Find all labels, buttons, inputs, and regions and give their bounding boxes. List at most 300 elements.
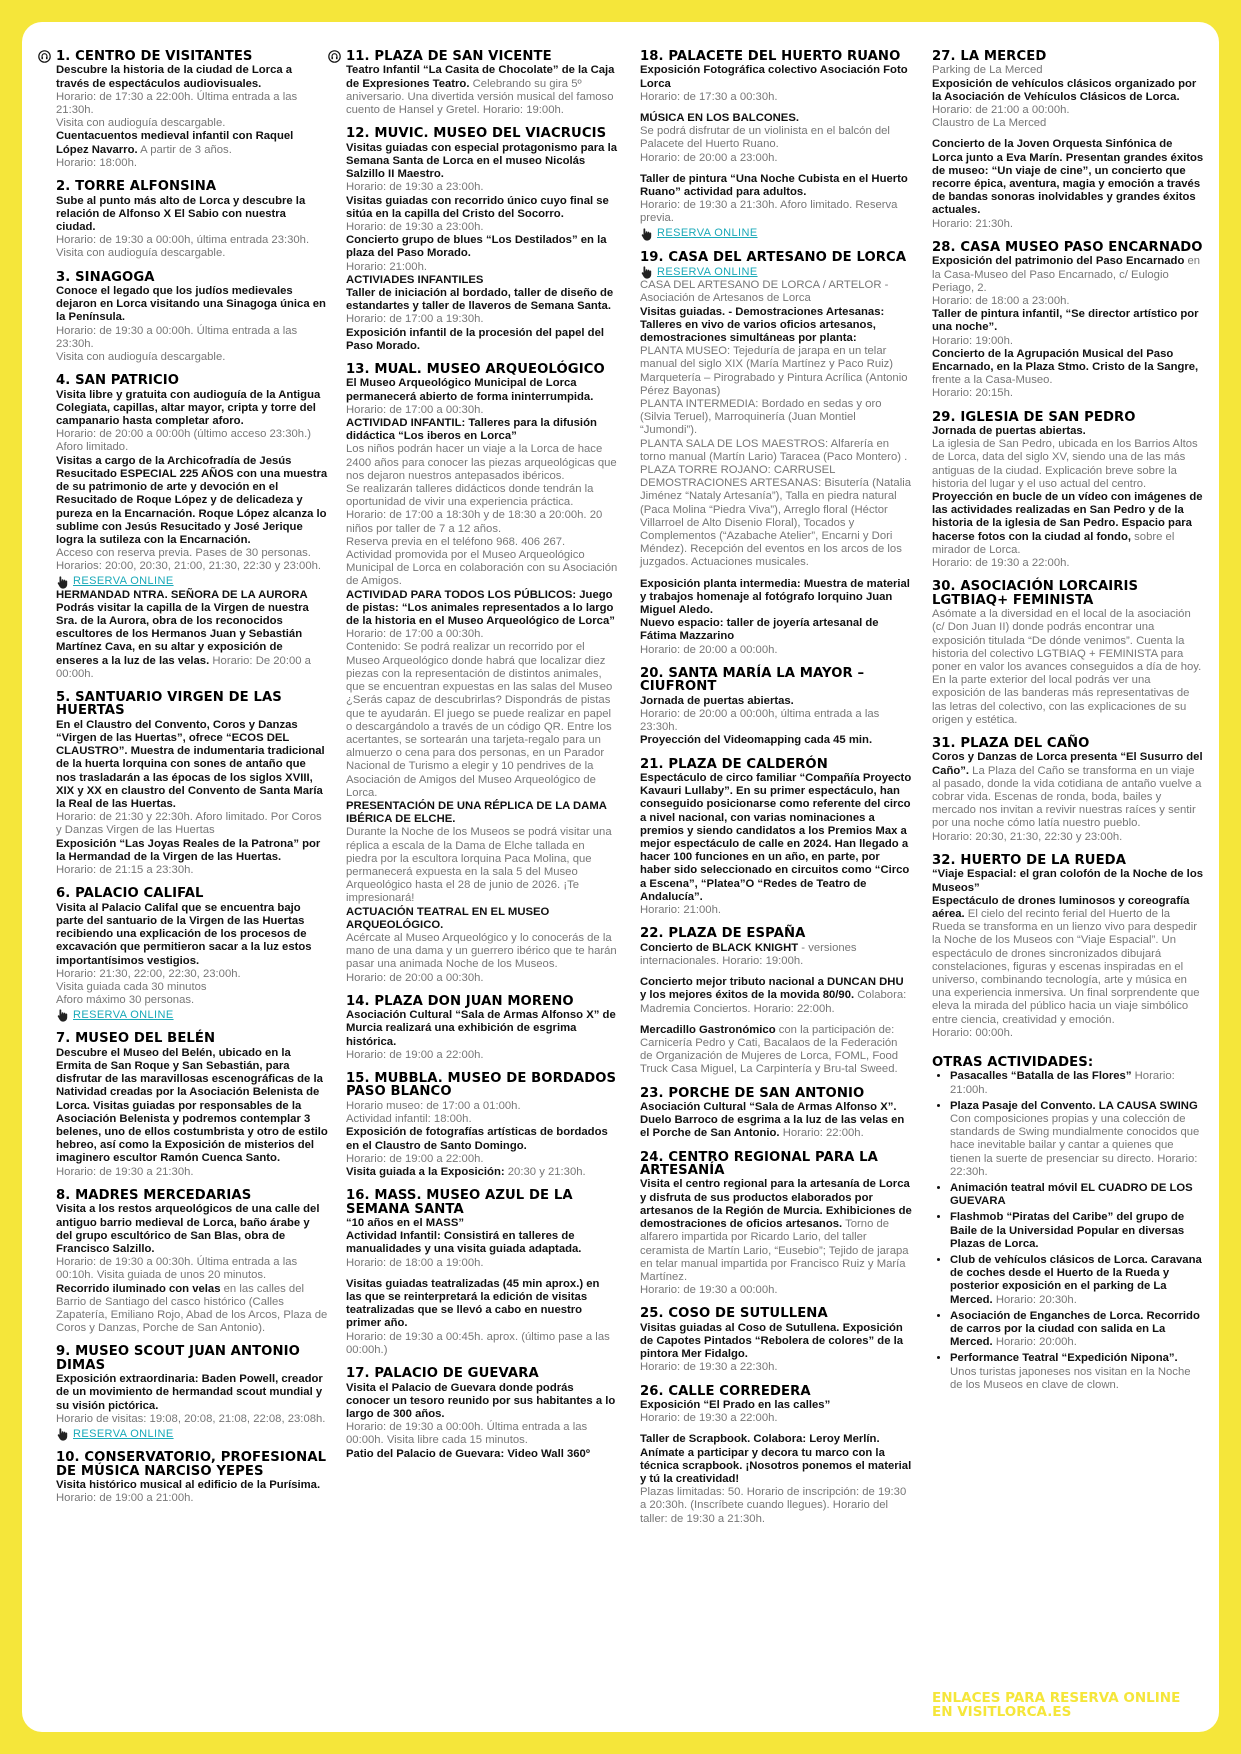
detail-text xyxy=(346,221,618,234)
highlight-text xyxy=(346,1448,618,1461)
detail-text xyxy=(346,261,618,274)
light-text: Horario: 21:00h. xyxy=(346,260,428,273)
venue-entry xyxy=(640,667,912,748)
venue-title: 2. TORRE ALFONSINA xyxy=(56,179,217,195)
light-text: Horario: de 19:30 a 22:00h. xyxy=(640,1412,778,1425)
spacer xyxy=(640,1016,912,1024)
bold-text: Concierto grupo de blues “Los Destilados” en la plaza del Paso Morado. xyxy=(346,234,607,260)
detail-text xyxy=(640,152,912,165)
light-text: Colabora: Madremia Conciertos. Horario: 22:00h. xyxy=(640,989,907,1015)
light-text: Horarios: 20:00, 20:30, 21:00, 21:30, 22:30 y 23:00h. xyxy=(56,560,322,573)
detail-text xyxy=(56,811,328,837)
light-text: Horario: de 19:30 a 00:00h. Última entrada a las 23:30h. xyxy=(56,324,298,350)
bold-text: Teatro Infantil “La Casita de Chocolate” de la Caja de Expresiones Teatro. xyxy=(346,64,615,90)
detail-text xyxy=(56,247,328,260)
venue-title: 32. HUERTO DE LA RUEDA xyxy=(932,852,1127,868)
venue-title: 17. PALACIO DE GUEVARA xyxy=(346,1366,539,1382)
bold-text: Visita el centro regional para la artesanía de Lorca y disfruta de sus productos elaborados por artesanos de la Región de Murcia. Exhibiciones de demostraciones de oficios artesanos. xyxy=(640,1178,912,1231)
highlight-text xyxy=(640,1433,912,1486)
other-activity-item xyxy=(950,1352,1204,1392)
venue-entry xyxy=(346,127,618,353)
bold-text: Concierto de la Agrupación Musical del Paso Encarnado, en la Plaza Stmo. Cristo de la Sangre, xyxy=(932,347,1199,373)
bold-text: Espectáculo de drones luminosos y coreografía aérea. xyxy=(932,894,1190,920)
light-text: Contenido: Se podrá realizar un recorrido por el Museo Arqueológico donde habrá que localizar diez piezas con la representación de distintos animales, que se encuentran expuestas en las salas del Museo ¿Serás capaz de descubrirlas? Dispondrás de pistas que te ayudarán. El juego se puede realizar en papel o descargándolo a través de un código QR. Entre los acertantes, se sortearán una tarjeta-regalo para un almuerzo o cena para dos personas, en un Parador Nacional de Turismo a elegir y 10 pendrives de la Asociación de Amigos del Museo Arqueológico de Lorca. xyxy=(346,641,613,799)
venue-entry xyxy=(346,1072,618,1179)
light-text: frente a la Casa-Museo. xyxy=(932,374,1053,387)
highlight-text xyxy=(346,1278,618,1331)
other-activities-title: OTRAS ACTIVIDADES: xyxy=(932,1054,1094,1070)
highlight-text xyxy=(932,255,1204,295)
bold-text: Visita histórico musical al edificio de la Purísima. xyxy=(56,1478,321,1491)
bold-text: Exposición de fotografías artísticas de bordados en el Claustro de Santo Domingo. xyxy=(346,1126,608,1152)
venue-entry xyxy=(640,1087,912,1141)
bold-text: Visitas guiadas al Coso de Sutullena. Exposición de Capotes Pintados “Rebolera de colores” de la pintora Mer Fidalgo. xyxy=(640,1321,904,1361)
detail-text xyxy=(640,345,912,398)
detail-text xyxy=(346,1331,618,1357)
detail-text xyxy=(346,509,618,535)
bold-text: Sube al punto más alto de Lorca y descubre la relación de Alfonso X El Sabio con nuestra ciudad. xyxy=(56,194,306,233)
spacer xyxy=(640,104,912,112)
highlight-text xyxy=(640,64,912,90)
bold-text: Actividad Infantil: Consistirá en talleres de manualidades y una visita guiada adaptada. xyxy=(346,1230,582,1256)
light-text: Horario: de 19:00 a 21:00h. xyxy=(56,1492,194,1505)
light-text: Horario: de 18:00 a 23:00h. xyxy=(932,294,1070,307)
highlight-text xyxy=(932,78,1204,104)
light-text: 20:30 y 21:30h. xyxy=(504,1165,586,1178)
detail-text xyxy=(640,125,912,151)
highlight-text xyxy=(56,719,328,811)
detail-text xyxy=(346,443,618,483)
venue-entry xyxy=(346,50,618,117)
bold-text: Flashmob “Piratas del Caribe” del grupo de Baile de la Universidad Popular en diversas Plazas de Lorca. xyxy=(950,1211,1185,1250)
other-activity-item xyxy=(950,1310,1204,1350)
venue-title: 12. MUVIC. MUSEO DEL VIACRUCIS xyxy=(346,126,607,142)
light-text: Horario: 18:00h. xyxy=(56,156,138,169)
highlight-text xyxy=(640,942,912,968)
venue-title: 9. MUSEO SCOUT JUAN ANTONIO DIMAS xyxy=(56,1344,300,1373)
highlight-text xyxy=(56,589,328,681)
venue-title: 20. SANTA MARÍA LA MAYOR – CIUFRONT xyxy=(640,665,865,695)
detail-text xyxy=(640,1486,912,1526)
highlight-text xyxy=(932,751,1204,830)
bold-text: Coros y Danzas de Lorca presenta “El Susurro del Caño”. xyxy=(932,751,1203,777)
light-text: Parking de La Merced xyxy=(932,64,1043,77)
venue-title: 18. PALACETE DEL HUERTO RUANO xyxy=(640,49,901,64)
reservation-link-row xyxy=(640,227,912,241)
highlight-text xyxy=(346,906,618,932)
bold-text: Exposición de vehículos clásicos organizado por la Asociación de Vehículos Clásicos de Lorca. xyxy=(932,77,1197,103)
highlight-text xyxy=(640,617,912,643)
bold-text: Club de vehículos clásicos de Lorca. Caravana de coches desde el Huerto de la Rueda y posterior exposición en el parking de La Merced. xyxy=(950,1254,1202,1306)
audio-guide-icon xyxy=(328,50,341,67)
venue-title: 15. MUBBLA. MUSEO DE BORDADOS PASO BLANCO xyxy=(346,1071,617,1100)
detail-text xyxy=(346,1153,618,1166)
bold-text: Exposición planta intermedia: Muestra de material y trabajos homenaje al fotógrafo lorquino Juan Miguel Aledo. xyxy=(640,577,910,617)
light-text: Horario: de 19:30 a 23:00h. xyxy=(346,220,484,233)
light-text: Horario: de 21:00 a 00:00h. xyxy=(932,104,1070,117)
light-text: Los niños podrán hacer un viaje a la Lorca de hace 2400 años para conocer las piezas arqueológicas que nos dejaron nuestros antepasados ibéricos. xyxy=(346,443,617,482)
light-text: Horario: de 17:30 a 22:00h. Última entrada a las 21:30h. xyxy=(56,90,298,117)
bold-text: Visitas guiadas. - Demostraciones Artesanas: Talleres en vivo de varios oficios artesanos, demostraciones simultáneas por planta: xyxy=(640,305,885,344)
reservation-link-row xyxy=(56,575,328,589)
venue-title: 26. CALLE CORREDERA xyxy=(640,1383,811,1399)
venue-title: 13. MUAL. MUSEO ARQUEOLÓGICO xyxy=(346,361,605,377)
highlight-text xyxy=(640,306,912,346)
bold-text: Conoce el legado que los judíos medievales dejaron en Lorca visitando una Sinagoga única en la Península. xyxy=(56,285,326,324)
highlight-text xyxy=(932,868,1204,894)
spacer xyxy=(640,968,912,976)
light-text: Visita guiada cada 30 minutos xyxy=(56,980,207,993)
detail-text xyxy=(56,428,328,454)
reserva-online-link[interactable]: RESERVA ONLINE xyxy=(657,265,758,278)
detail-text xyxy=(56,117,328,130)
highlight-text xyxy=(56,195,328,235)
reserva-online-link[interactable]: RESERVA ONLINE xyxy=(73,1427,174,1440)
detail-text xyxy=(346,404,618,417)
light-text: Horario: de 20:00 a 00:00h, última entrada a las 23:30h. xyxy=(640,707,880,734)
highlight-text xyxy=(346,274,618,287)
venue-title: 19. CASA DEL ARTESANO DE LORCA xyxy=(640,249,907,265)
reserva-online-link[interactable]: RESERVA ONLINE xyxy=(657,227,758,240)
highlight-text xyxy=(640,112,912,125)
other-activity-item xyxy=(950,1254,1204,1307)
highlight-text xyxy=(640,173,912,199)
highlight-text xyxy=(346,1230,618,1256)
highlight-text xyxy=(346,142,618,182)
highlight-text xyxy=(640,772,912,904)
highlight-text xyxy=(56,838,328,864)
detail-text xyxy=(346,483,618,509)
venue-title: 1. CENTRO DE VISITANTES xyxy=(56,49,253,64)
light-text: Visita con audioguía descargable. xyxy=(56,351,226,364)
detail-text xyxy=(56,560,328,573)
detail-text xyxy=(56,157,328,170)
bold-text: En el Claustro del Convento, Coros y Danzas “Virgen de las Huertas”, ofrece “ECOS DEL CLAUSTRO”. Muestra de indumentaria tradicional de la huerta lorquina con sones de antaño que nos trasladarán a las épocas de los siglos XVIII, XIX y XX en claustro del Convento de Santa María la Real de las Huertas. xyxy=(56,718,325,811)
venue-entry xyxy=(56,374,328,681)
pointing-hand-icon xyxy=(640,227,654,241)
light-text: Actividad infantil: 18:00h. xyxy=(346,1113,472,1126)
light-text: sobre el mirador de Lorca. xyxy=(932,530,1175,556)
venue-title: 6. PALACIO CALIFAL xyxy=(56,886,204,902)
light-text: Horario: 21:00h. xyxy=(950,1070,1175,1096)
bold-text: Concierto de la Joven Orquesta Sinfónica de Lorca junto a Eva Marín. Presentan grandes éxitos de museo: “Un viaje de cine”, un concierto que recorre épica, aventura, magia y emoción a través de bandas sonoras inolvidables y grandes éxitos actuales. xyxy=(932,138,1204,217)
bold-text: Exposición Fotográfica colectivo Asociación Foto Lorca xyxy=(640,64,908,90)
detail-text xyxy=(56,994,328,1007)
light-text: Asómate a la diversidad en el local de la asociación (c/ Don Juan II) donde podrás encontrar una exposición titulada “De dónde venimos”. Cuenta la historia del colectivo LGTBIAQ + FEMINISTA para poner en valor los avances conseguidos a día de hoy. xyxy=(932,608,1202,673)
venue-entry xyxy=(56,887,328,1022)
bold-text: Proyección del Videomapping cada 45 min. xyxy=(640,734,873,747)
venue-entry xyxy=(932,241,1204,401)
venue-entry xyxy=(640,1151,912,1298)
reservation-link-row xyxy=(56,1008,328,1022)
light-text: Horario: de 19:30 a 21:30h. Aforo limitado. Reserva previa. xyxy=(640,199,898,225)
light-text: Horario de visitas: 19:08, 20:08, 21:08, 22:08, 23:08h. xyxy=(56,1412,326,1425)
light-text: A partir de 3 años. xyxy=(137,143,232,156)
highlight-text xyxy=(640,695,912,708)
pointing-hand-icon xyxy=(56,1008,70,1022)
light-text: PLANTA MUSEO: Tejeduría de jarapa en un telar manual del siglo XIX (María Martínez y Paco Ruiz) Marquetería – Pirograbado y Pintura Acrílica (Antonio Pérez Bayonas) xyxy=(640,345,908,397)
light-text: Horario: 20:00h. xyxy=(992,1336,1077,1349)
light-text: Horario: 00:00h. xyxy=(932,1026,1014,1039)
bold-text: “10 años en el MASS” xyxy=(346,1217,465,1230)
bold-text: Exposición del patrimonio del Paso Encarnado xyxy=(932,255,1185,268)
highlight-text xyxy=(346,1217,618,1230)
reserva-online-link[interactable]: RESERVA ONLINE xyxy=(73,575,174,588)
venue-entry xyxy=(640,1385,912,1526)
venue-entry xyxy=(932,580,1204,727)
highlight-text xyxy=(56,455,328,547)
light-text: Horario: de 20:00 a 00:30h. xyxy=(346,971,484,984)
light-text: Visita con audioguía descargable. xyxy=(56,247,226,260)
light-text: Horario: de 18:00 a 19:00h. xyxy=(346,1256,484,1269)
bold-text: Concierto mejor tributo nacional a DUNCAN DHU y los mejores éxitos de la movida 80/90. xyxy=(640,976,904,1002)
venue-title: 23. PORCHE DE SAN ANTONIO xyxy=(640,1085,865,1101)
bold-text: Visita al Palacio Califal que se encuentra bajo parte del santuario de la Virgen de las Huertas recibiendo una explicación de los procesos de excavación que permitieron sacar a la luz estos importantísimos vestigios. xyxy=(56,901,312,967)
pointing-hand-icon xyxy=(56,575,70,589)
venue-entry xyxy=(56,1032,328,1178)
highlight-text xyxy=(346,1166,618,1179)
highlight-text xyxy=(56,285,328,325)
light-text: con la participación de: Carnicería Pedro y Cati, Bacalaos de la Federación de Organización de Mujeres de Lorca, FOML, Food Truck Casa Miguel, La Carpintería y Bru-tal Sweed. xyxy=(640,1023,899,1076)
light-text: Celebrando su gira 5º aniversario. Una divertida versión musical del famoso cuento de Hansel y Gretel. Horario: 19:00h. xyxy=(346,77,614,117)
detail-text xyxy=(346,932,618,972)
detail-text xyxy=(346,641,618,799)
detail-text xyxy=(346,1257,618,1270)
bold-text: Proyección en bucle de un vídeo con imágenes de las actividades realizadas en San Pedro y de la historia de la iglesia de San Pedro. Espacio para hacerse fotos con la ciudad al fondo, xyxy=(932,491,1203,543)
highlight-text xyxy=(640,1178,912,1284)
other-activity-item xyxy=(950,1182,1204,1208)
highlight-text xyxy=(932,348,1204,388)
bold-text: Patio del Palacio de Guevara: Video Wall 360º xyxy=(346,1447,590,1460)
light-text: Horario: 20:30h. xyxy=(992,1293,1077,1306)
light-text: Horario: de 20:00 a 00:00h. xyxy=(640,643,778,656)
highlight-text xyxy=(640,1322,912,1362)
venue-title: 8. MADRES MERCEDARIAS xyxy=(56,1187,252,1203)
light-text: PLANTA INTERMEDIA: Bordado en sedas y oro (Silvia Teruel), Marroquinería (Juan Montiel “Jumondi”). xyxy=(640,397,882,437)
reservation-link-row xyxy=(640,265,912,279)
detail-text xyxy=(640,708,912,734)
detail-text xyxy=(640,1361,912,1374)
detail-text xyxy=(932,674,1204,727)
detail-text xyxy=(56,351,328,364)
highlight-text xyxy=(346,327,618,353)
venue-title: 11. PLAZA DE SAN VICENTE xyxy=(346,49,552,64)
spacer xyxy=(346,1270,618,1278)
program-sheet xyxy=(22,22,1219,1732)
light-text: Horario: 19:00h. xyxy=(932,334,1014,347)
bold-text: Descubre el Museo del Belén, ubicado en la Ermita de San Roque y San Sebastián, para disfrutar de las maravillosas escenográficas de la Natividad creadas por la Asociación Belenista de Lorca. Visitas guiadas por responsables de la Asociación Belenista y podremos contemplar 3 belenes, uno de ellos costumbrista y otro de estilo hebreo, así como la Exposición de misterios del imaginero escultor Ramón Cuenca Santo. xyxy=(56,1046,328,1165)
detail-text xyxy=(346,536,618,549)
highlight-text xyxy=(56,64,328,90)
light-text: Horario: de 21:15 a 23:30h. xyxy=(56,864,194,877)
bold-text: Visitas guiadas con especial protagonismo para la Semana Santa de Lorca en el museo Nicolás Salzillo II Maestro. xyxy=(346,141,618,181)
venue-title: 31. PLAZA DEL CAÑO xyxy=(932,736,1090,751)
detail-text xyxy=(56,547,328,560)
detail-text xyxy=(932,218,1204,231)
bold-text: Asociación Cultural “Sala de Armas Alfonso X”. Duelo Barroco de esgrima a la luz de las velas en el Porche de San Antonio. xyxy=(640,1100,905,1140)
column-3 xyxy=(640,50,912,1536)
light-text: Horario: 21:30, 22:00, 22:30, 23:00h. xyxy=(56,967,241,980)
detail-text xyxy=(932,64,1204,77)
venue-entry xyxy=(640,927,912,1076)
highlight-text xyxy=(56,1479,328,1492)
bold-text: Descubre la historia de la ciudad de Lorca a través de espectáculos audiovisuales. xyxy=(56,64,293,90)
other-activity-item xyxy=(950,1211,1204,1251)
bold-text: Asociación de Enganches de Lorca. Recorrido de carros por la ciudad con salida en La Merced. xyxy=(950,1309,1200,1349)
detail-text xyxy=(56,968,328,981)
venue-entry xyxy=(640,758,912,918)
reservation-link-row xyxy=(56,1427,328,1441)
column-4 xyxy=(932,50,1204,1402)
light-text: Horario: de 19:30 a 00:00h. Última entrada a las 00:00h. Visita libre cada 15 minutos. xyxy=(346,1421,588,1447)
pointing-hand-icon xyxy=(56,1427,70,1441)
detail-text xyxy=(640,438,912,464)
detail-text xyxy=(932,438,1204,491)
detail-text xyxy=(56,234,328,247)
bold-text: Exposición “Las Joyas Reales de la Patrona” por la Hermandad de la Virgen de las Huertas. xyxy=(56,837,321,863)
highlight-text xyxy=(346,234,618,260)
light-text: Horario: de 21:30 y 22:30h. Aforo limitado. Por Coros y Danzas Virgen de las Huertas xyxy=(56,811,322,837)
venue-title: 7. MUSEO DEL BELÉN xyxy=(56,1031,216,1047)
bold-text: Plaza Pasaje del Convento. LA CAUSA SWING xyxy=(950,1099,1198,1112)
highlight-text xyxy=(346,377,618,403)
light-text: La iglesia de San Pedro, ubicada en los Barrios Altos de Lorca, data del siglo XV, siendo una de las más antiguas de la ciudad. Explicación breve sobre la historia del lugar y el uso actual del centro. xyxy=(932,438,1198,490)
light-text: Horario: de 19:00 a 22:00h. xyxy=(346,1152,484,1165)
spacer xyxy=(640,570,912,578)
detail-text xyxy=(346,549,618,589)
venue-title: 24. CENTRO REGIONAL PARA LA ARTESANÍA xyxy=(640,1149,878,1179)
light-text: Horario: de 20:00 a 23:00h. xyxy=(640,151,778,164)
venue-entry xyxy=(56,1451,328,1505)
light-text: Horario: de 19:30 a 22:00h. xyxy=(932,557,1070,570)
light-text: Con composiciones propias y una colección de standards de Swing mundialmente conocidos que hace inevitable bailar y cantar a quienes que tienen la suerte de presenciar su directo. Horario: 22:30h. xyxy=(950,1113,1200,1178)
venue-entry xyxy=(640,1307,912,1374)
venue-entry xyxy=(346,1189,618,1357)
bold-text: Visita guiada a la Exposición: xyxy=(346,1165,505,1178)
venue-title: 27. LA MERCED xyxy=(932,49,1047,64)
detail-text xyxy=(932,557,1204,570)
highlight-text xyxy=(56,1203,328,1256)
venue-entry xyxy=(346,1367,618,1461)
highlight-text xyxy=(640,1101,912,1141)
bold-text: Nuevo espacio: taller de joyería artesanal de Fátima Mazzarino xyxy=(640,617,879,643)
detail-text xyxy=(56,1413,328,1426)
venue-title: 16. MASS. MUSEO AZUL DE LA SEMANA SANTA xyxy=(346,1188,573,1217)
light-text: Aforo máximo 30 personas. xyxy=(56,994,195,1007)
highlight-text xyxy=(640,734,912,747)
detail-text xyxy=(346,628,618,641)
venue-title: 29. IGLESIA DE SAN PEDRO xyxy=(932,409,1136,425)
highlight-text xyxy=(640,976,912,1016)
bold-text: Visita el Palacio de Guevara donde podrás conocer un tesoro reunido por sus habitantes a lo largo de 300 años. xyxy=(346,1381,616,1420)
highlight-text xyxy=(56,1047,328,1166)
venue-entry xyxy=(932,854,1204,1040)
detail-text xyxy=(56,981,328,994)
venue-title: 14. PLAZA DON JUAN MORENO xyxy=(346,993,574,1009)
bold-text: Cuentacuentos medieval infantil con Raquel López Navarro. xyxy=(56,130,294,156)
light-text: Se podrá disfrutar de un violinista en el balcón del Palacete del Huerto Ruano. xyxy=(640,125,890,151)
bold-text: Asociación Cultural “Sala de Armas Alfonso X” de Murcia realizará una exhibición de esgrima histórica. xyxy=(346,1009,616,1048)
highlight-text xyxy=(346,589,618,629)
highlight-text xyxy=(640,1399,912,1412)
light-text: Horario: de 17:00 a 00:30h. xyxy=(346,403,484,416)
bold-text: Exposición extraordinaria: Baden Powell, creador de un movimiento de hermandad scout mundial y su visión pictórica. xyxy=(56,1373,323,1412)
highlight-text xyxy=(56,1373,328,1413)
light-text: Horario: de 17:00 a 19:30h. xyxy=(346,313,484,326)
venue-entry xyxy=(56,691,328,877)
highlight-text xyxy=(56,130,328,156)
bold-text: ACTIVIDAD INFANTIL: Talleres para la difusión didáctica “Los iberos en Lorca” xyxy=(346,417,597,443)
other-activities-list xyxy=(932,1070,1204,1392)
bold-text: Exposición “El Prado en las calles” xyxy=(640,1399,831,1412)
highlight-text xyxy=(640,1024,912,1077)
detail-text xyxy=(932,608,1204,674)
venue-entry xyxy=(56,271,328,365)
detail-text xyxy=(932,335,1204,348)
detail-text xyxy=(640,904,912,917)
detail-text xyxy=(640,91,912,104)
detail-text xyxy=(932,104,1204,117)
detail-text xyxy=(640,644,912,657)
venue-entry xyxy=(56,180,328,260)
detail-text xyxy=(56,91,328,117)
light-text: Claustro de La Merced xyxy=(932,117,1047,130)
bold-text: MÚSICA EN LOS BALCONES. xyxy=(640,112,800,125)
highlight-text xyxy=(56,1283,328,1336)
bold-text: ACTIVIADES INFANTILES xyxy=(346,273,484,286)
venue-title: 5. SANTUARIO VIRGEN DE LAS HUERTAS xyxy=(56,689,282,719)
detail-text xyxy=(640,199,912,225)
venue-entry xyxy=(640,251,912,657)
venue-title: 30. ASOCIACIÓN LORCAIRIS LGTBIAQ+ FEMINISTA xyxy=(932,579,1139,608)
reserva-online-link[interactable]: RESERVA ONLINE xyxy=(73,1008,174,1021)
light-text: Durante la Noche de los Museos se podrá visitar una réplica a escala de la Dama de Elche tallada en piedra por la escultora lorquina Paca Molina, que permanecerá expuesta en la sala 5 del Museo Arqueológico hasta el 28 de junio de 2026. ¡Te impresionará! xyxy=(346,826,612,905)
detail-text xyxy=(932,117,1204,130)
highlight-text xyxy=(932,491,1204,557)
detail-text xyxy=(932,387,1204,400)
light-text: Horario: de 19:30 a 22:30h. xyxy=(640,1361,778,1374)
venue-entry xyxy=(932,411,1204,571)
light-text: CASA DEL ARTESANO DE LORCA / ARTELOR - Asociación de Artesanos de Lorca xyxy=(640,279,889,305)
column-2 xyxy=(346,50,618,1471)
bold-text: Visita a los restos arqueológicos de una calle del antiguo barrio medieval de Lorca, baño árabe y del grupo escultórico de San Blas, obra de Francisco Salzillo. xyxy=(56,1203,320,1255)
highlight-text xyxy=(346,1009,618,1049)
light-text: Horario: de 19:00 a 22:00h. xyxy=(346,1048,484,1061)
venue-entry xyxy=(56,1345,328,1441)
detail-text xyxy=(346,826,618,905)
light-text: Visita con audioguía descargable. xyxy=(56,117,226,130)
detail-text xyxy=(56,864,328,877)
detail-text xyxy=(640,279,912,305)
detail-text xyxy=(932,831,1204,844)
highlight-text xyxy=(346,800,618,826)
light-text: Horario: 21:00h. xyxy=(640,904,722,917)
light-text: Unos turistas japoneses nos visitan en la Noche de los Museos en clave de clown. xyxy=(950,1365,1191,1391)
light-text: El cielo del recinto ferial del Huerto de la Rueda se transforma en un lienzo vivo para despedir la Noche de los Museos con “Viaje Espacial”. Un espectáculo de drones sincronizados dibujará constelaciones, figuras y escenas inspiradas en el universo, combinando tecnología, arte y música en una experiencia inmersiva. Un final sorprendente que eleva la mirada del público hacia un viaje simbólico entre ciencia, creatividad y emoción. xyxy=(932,907,1200,1026)
light-text: Acceso con reserva previa. Pases de 30 personas. xyxy=(56,547,311,560)
light-text: Horario museo: de 17:00 a 01:00h. xyxy=(346,1099,521,1112)
light-text: Horario: 21:30h. xyxy=(932,217,1014,230)
light-text: Reserva previa en el teléfono 968. 406 267. xyxy=(346,535,566,548)
pointing-hand-icon xyxy=(640,265,654,279)
detail-text xyxy=(346,1113,618,1126)
light-text: PLANTA SALA DE LOS MAESTROS: Alfarería en torno manual (Martín Lario) Taracea (Paco Montero) . xyxy=(640,437,908,463)
detail-text xyxy=(640,1412,912,1425)
column-4-entries xyxy=(932,50,1204,1040)
bold-text: Visita libre y gratuita con audioguía de la Antigua Colegiata, capillas, altar mayor, cripta y torre del campanario hasta completar aforo. xyxy=(56,388,321,428)
highlight-text xyxy=(346,64,618,117)
bold-text: Pasacalles “Batalla de las Flores” xyxy=(950,1070,1132,1083)
